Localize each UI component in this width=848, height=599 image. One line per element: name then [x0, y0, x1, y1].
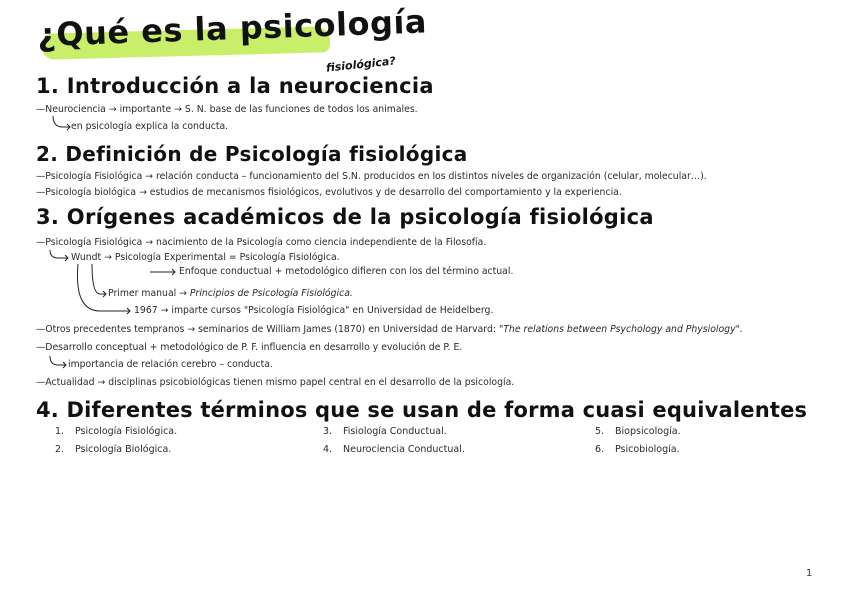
list-item	[55, 426, 177, 437]
page-title: ¿Qué es la psicología	[36, 2, 428, 54]
page-number: 1	[806, 568, 813, 579]
s1-line-2: en psicología explica la conducta.	[71, 121, 229, 132]
s3-line-9: —Actualidad → disciplinas psicobiológicas tienen mismo papel central en el desarrollo de la psicología.	[36, 377, 515, 388]
s3-line-6	[36, 324, 743, 336]
list-item-number: 2.	[55, 444, 65, 455]
s3-line-7: —Desarrollo conceptual + metodológico de P. F. influencia en desarrollo y evolución de P. E.	[36, 342, 463, 353]
list-item-number: 3.	[323, 426, 333, 437]
list-item-text: Biopsicología.	[615, 426, 681, 437]
list-item-number: 5.	[595, 426, 605, 437]
s3-line-8: importancia de relación cerebro – conducta.	[68, 359, 273, 370]
s3-line-1: —Psicología Fisiológica → nacimiento de la Psicología como ciencia independiente de la Filosofía.	[36, 237, 487, 248]
section-1-heading: 1. Introducción a la neurociencia	[36, 74, 434, 98]
section-4-heading: 4. Diferentes términos que se usan de forma cuasi equivalentes	[36, 398, 808, 422]
list-item	[323, 426, 447, 437]
s3-line-5: 1967 → imparte cursos "Psicología Fisiológica" en Universidad de Heidelberg.	[134, 305, 494, 316]
list-item-number: 6.	[595, 444, 605, 455]
s2-line-2: —Psicología biológica → estudios de mecanismos fisiológicos, evolutivos y de desarrollo del comportamiento y la experiencia.	[36, 187, 622, 198]
section-2-heading: 2. Definición de Psicología fisiológica	[36, 142, 468, 166]
s2-line-1: —Psicología Fisiológica → relación conducta – funcionamiento del S.N. producidos en los distintos niveles de organización (celular, molecular…).	[36, 171, 707, 182]
list-item-text: Psicología Fisiológica.	[75, 426, 178, 437]
list-item	[595, 426, 681, 437]
page-title-sub: fisiológica?	[325, 54, 397, 75]
s3-line-3: Enfoque conductual + metodológico difieren con los del término actual.	[179, 266, 514, 277]
s3-line-6-text: —Otros precedentes tempranos → seminarios de William James (1870) en Universidad de Harvard:	[36, 324, 499, 335]
list-item-text: Psicobiología.	[615, 444, 680, 455]
list-item	[55, 444, 171, 455]
s3-line-4-book: Principios de Psicología Fisiológica.	[189, 288, 353, 299]
list-item-number: 4.	[323, 444, 333, 455]
s3-line-6-quote: "The relations between Psychology and Physiology".	[498, 324, 743, 335]
list-item	[595, 444, 680, 455]
s3-line-2: Wundt → Psicología Experimental = Psicología Fisiológica.	[71, 252, 340, 263]
s3-line-4	[108, 288, 353, 300]
s1-line-1: —Neurociencia → importante → S. N. base de las funciones de todos los animales.	[36, 104, 418, 115]
list-item	[323, 444, 465, 455]
list-item-text: Neurociencia Conductual.	[343, 444, 465, 455]
section-3-heading: 3. Orígenes académicos de la psicología fisiológica	[36, 205, 654, 229]
list-item-number: 1.	[55, 426, 65, 437]
list-item-text: Fisiología Conductual.	[343, 426, 447, 437]
list-item-text: Psicología Biológica.	[75, 444, 172, 455]
s3-line-4-text: Primer manual →	[108, 288, 190, 299]
